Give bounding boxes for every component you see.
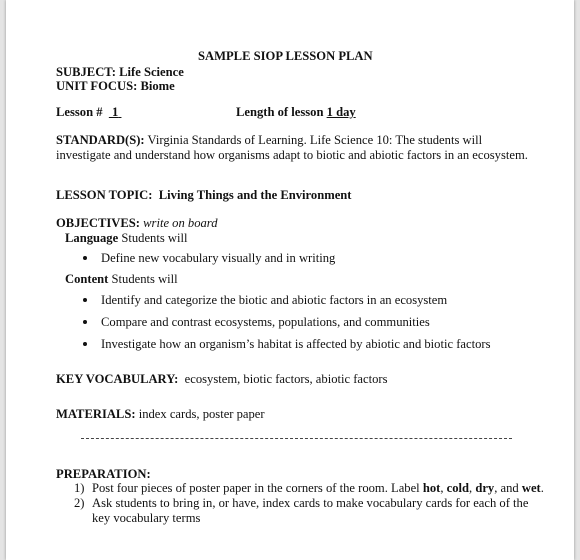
dashed-divider (81, 438, 512, 439)
bullet-icon (83, 256, 87, 260)
lesson-length-label: Length of lesson (236, 105, 324, 119)
lesson-topic-value: Living Things and the Environment (158, 188, 352, 202)
label-dry: dry (475, 481, 495, 495)
standards-line-2: investigate and understand how organisms adapt to biotic and abiotic factors in an ecosystem. (56, 148, 528, 162)
standards-line-1 (56, 132, 482, 148)
label-hot: hot (422, 481, 441, 495)
key-vocabulary-label: KEY VOCABULARY: (56, 372, 179, 386)
standards-text: Virginia Standards of Learning. Life Science 10: The students will (147, 133, 483, 147)
content-text: Students will (111, 272, 178, 286)
objectives-note: write on board (143, 216, 218, 230)
objectives-label: OBJECTIVES: (56, 216, 140, 230)
preparation-step-1-text: Post four pieces of poster paper in the corners of the room. Label (92, 481, 420, 495)
standards-label: STANDARD(S): (56, 133, 145, 147)
content-label: Content (65, 272, 109, 286)
materials-line (56, 406, 265, 422)
language-objective-item: Define new vocabulary visually and in writing (101, 251, 336, 265)
preparation-step-2-line-1: Ask students to bring in, or have, index cards to make vocabulary cards for each of the (92, 496, 529, 510)
objectives-line (56, 215, 218, 231)
preparation-step-1: Post four pieces of poster paper in the corners of the room. Label hot, cold, dry, and wet. (92, 481, 544, 495)
unit-focus-value: Biome (140, 79, 175, 93)
language-label: Language (65, 231, 119, 245)
document-page (6, 0, 574, 560)
language-line (65, 230, 187, 246)
lesson-number-label: Lesson # (56, 105, 103, 119)
content-objective-item: Investigate how an organism’s habitat is affected by abiotic and biotic factors (101, 337, 491, 351)
word-and: and (500, 481, 519, 495)
content-objective-item: Identify and categorize the biotic and abiotic factors in an ecosystem (101, 293, 448, 307)
bullet-icon (83, 298, 87, 302)
label-wet: wet (521, 481, 541, 495)
unit-focus-line (56, 78, 175, 94)
preparation-step-number: 2) (74, 496, 85, 510)
lesson-length-value: 1 day (326, 105, 356, 119)
bullet-icon (83, 342, 87, 346)
preparation-label: PREPARATION: (56, 467, 151, 481)
bullet-icon (83, 320, 87, 324)
key-vocabulary-text: ecosystem, biotic factors, abiotic factors (184, 372, 388, 386)
subject-label: SUBJECT: (56, 65, 116, 79)
content-line (65, 271, 178, 287)
key-vocabulary-line (56, 371, 388, 387)
lesson-number-value: 1 (112, 105, 119, 119)
lesson-topic-line (56, 187, 351, 203)
label-cold: cold (446, 481, 470, 495)
unit-focus-label: UNIT FOCUS: (56, 79, 138, 93)
materials-label: MATERIALS: (56, 407, 136, 421)
content-objective-item: Compare and contrast ecosystems, populations, and communities (101, 315, 430, 329)
language-text: Students will (121, 231, 188, 245)
preparation-step-2-line-2: key vocabulary terms (92, 511, 201, 525)
preparation-step-number: 1) (74, 481, 85, 495)
lesson-topic-label: LESSON TOPIC: (56, 188, 153, 202)
materials-text: index cards, poster paper (138, 407, 265, 421)
document-title: SAMPLE SIOP LESSON PLAN (198, 49, 373, 63)
lesson-length-line (236, 104, 356, 120)
lesson-number-line (56, 104, 121, 120)
subject-value: Life Science (119, 65, 184, 79)
